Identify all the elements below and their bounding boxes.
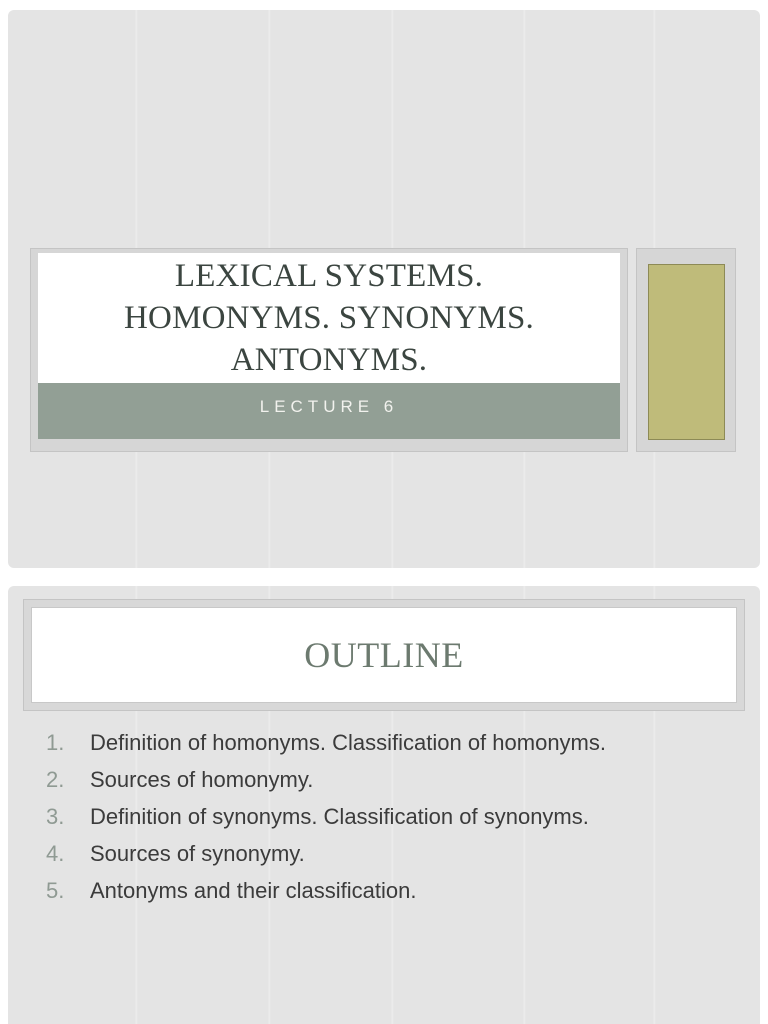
title-line-1: LEXICAL SYSTEMS. (174, 258, 484, 294)
list-item (46, 876, 726, 906)
outline-list (46, 728, 726, 913)
list-item-text: Sources of synonymy. (90, 841, 305, 866)
list-item-number: 3. (46, 804, 65, 829)
title-area (38, 253, 620, 383)
list-item (46, 728, 726, 758)
title-frame (30, 248, 628, 452)
title-line-2: HOMONYMS. SYNONYMS. (124, 300, 534, 336)
outline-slide (8, 586, 760, 1024)
subtitle-band (38, 383, 620, 439)
outline-heading-frame (23, 599, 745, 711)
list-item-text: Definition of synonyms. Classification of synonyms. (90, 804, 589, 829)
slide-subtitle: LECTURE 6 (259, 397, 399, 416)
list-item-text: Sources of homonymy. (90, 767, 314, 792)
title-line-3: ANTONYMS. (230, 342, 428, 378)
list-item-number: 4. (46, 841, 65, 866)
list-item-text: Definition of homonyms. Classification of homonyms. (90, 730, 606, 755)
list-item (46, 802, 726, 832)
accent-frame (636, 248, 736, 452)
list-item-text: Antonyms and their classification. (90, 878, 417, 903)
outline-heading: OUTLINE (304, 635, 464, 675)
list-item (46, 839, 726, 869)
list-item (46, 765, 726, 795)
outline-heading-area (31, 607, 737, 703)
list-item-number: 2. (46, 767, 65, 792)
list-item-number: 1. (46, 730, 65, 755)
list-item-number: 5. (46, 878, 65, 903)
slide-title (124, 255, 534, 381)
accent-box (648, 264, 725, 440)
title-slide (8, 10, 760, 568)
